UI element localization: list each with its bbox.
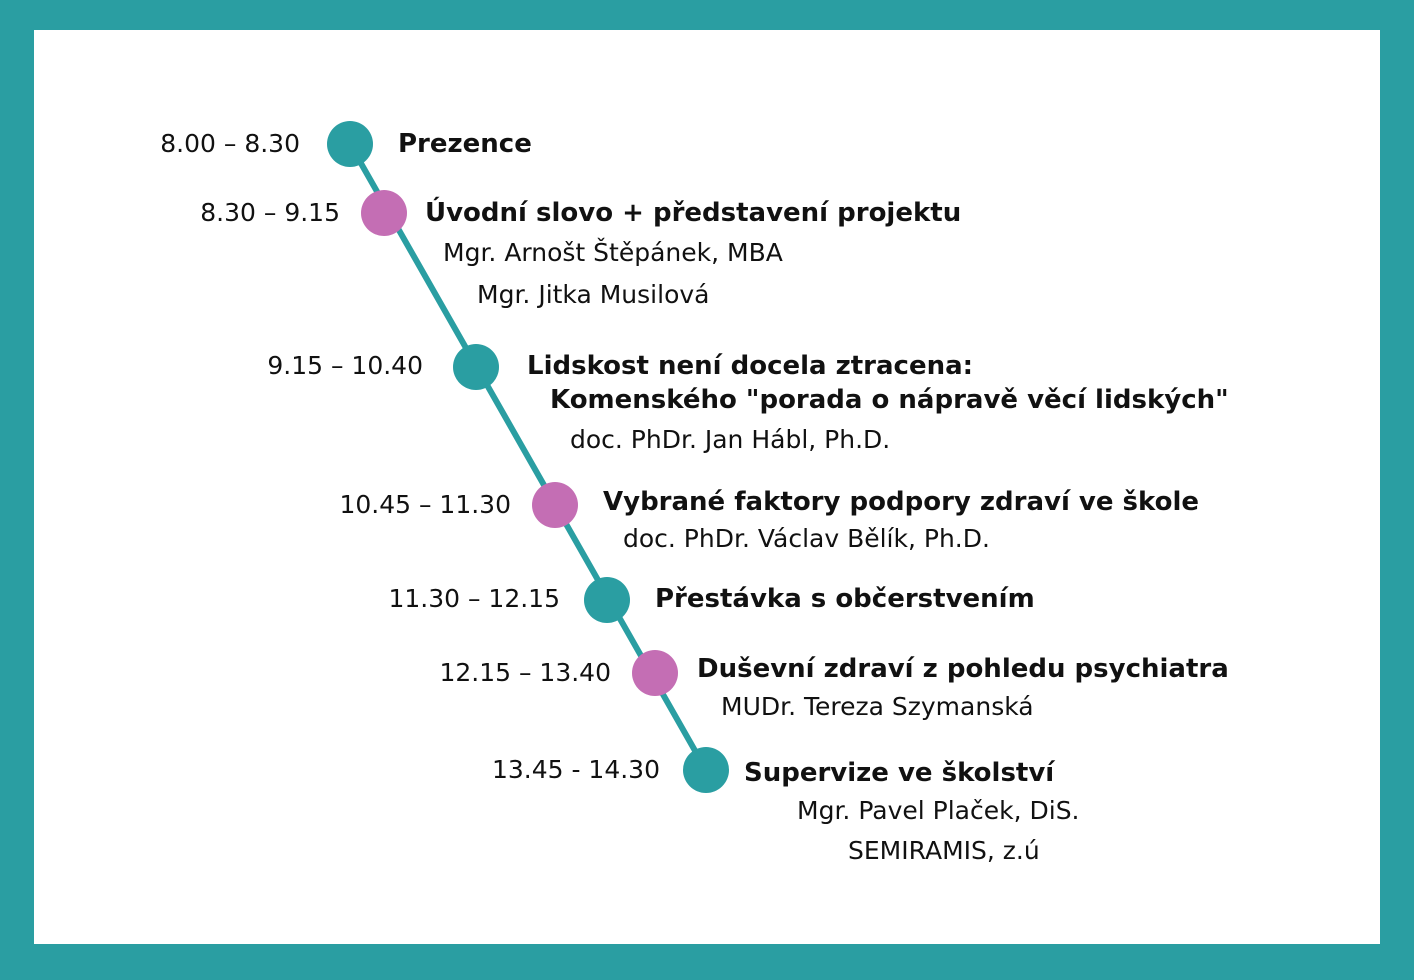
speaker-name: Mgr. Jitka Musilová (477, 280, 710, 309)
speaker-name: doc. PhDr. Václav Bělík, Ph.D. (623, 524, 990, 553)
timeline-dot-7 (683, 747, 729, 793)
time-label: 8.00 – 8.30 (160, 129, 300, 158)
session-title: Prezence (398, 129, 532, 159)
speaker-name: MUDr. Tereza Szymanská (721, 692, 1034, 721)
time-label: 8.30 – 9.15 (200, 198, 340, 227)
time-label: 12.15 – 13.40 (439, 658, 611, 687)
session-title: Vybrané faktory podpory zdraví ve škole (603, 487, 1200, 517)
timeline-dot-2 (361, 190, 407, 236)
session-title: Úvodní slovo + představení projektu (425, 198, 962, 228)
speaker-name: doc. PhDr. Jan Hábl, Ph.D. (570, 425, 891, 454)
speaker-name: Mgr. Arnošt Štěpánek, MBA (443, 238, 783, 267)
session-title-line-2: Komenského "porada o nápravě věcí lidských" (550, 385, 1229, 415)
timeline-dot-5 (584, 577, 630, 623)
session-title: Duševní zdraví z pohledu psychiatra (697, 654, 1229, 684)
time-label: 13.45 - 14.30 (491, 755, 660, 784)
speaker-name: Mgr. Pavel Plaček, DiS. (797, 796, 1080, 825)
session-title: Lidskost není docela ztracena: (527, 351, 974, 381)
timeline-dot-3 (453, 344, 499, 390)
time-label: 11.30 – 12.15 (388, 584, 560, 613)
session-title: Přestávka s občerstvením (655, 584, 1035, 614)
speaker-organization: SEMIRAMIS, z.ú (848, 836, 1040, 865)
session-title: Supervize ve školství (744, 758, 1055, 788)
timeline-dot-1 (327, 121, 373, 167)
timeline-dot-4 (532, 482, 578, 528)
time-label: 10.45 – 11.30 (339, 490, 511, 519)
time-label: 9.15 – 10.40 (267, 351, 423, 380)
timeline-dot-6 (632, 650, 678, 696)
